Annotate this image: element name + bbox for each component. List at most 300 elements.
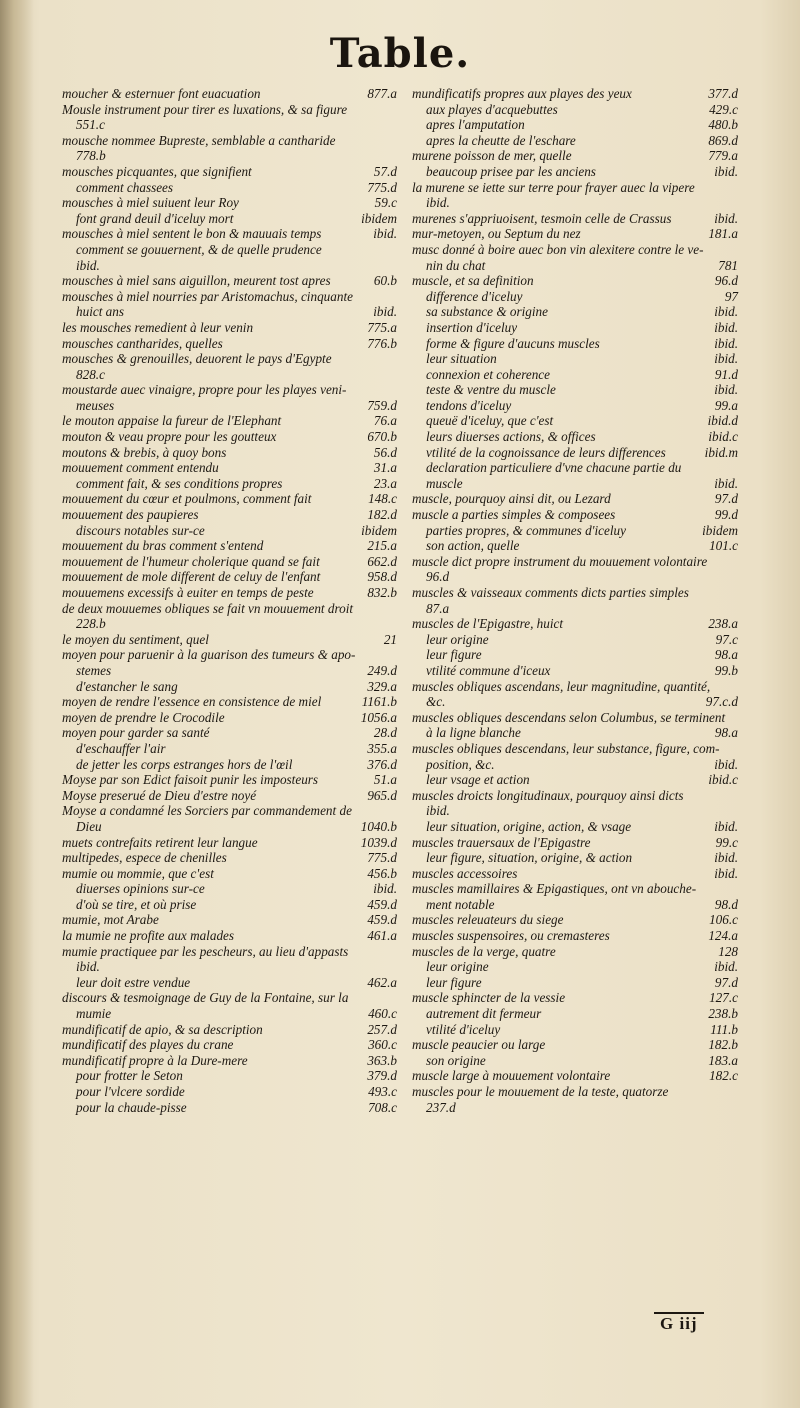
entry-page-ref: 869.d <box>708 132 738 148</box>
entry-page-ref: 97.c <box>715 631 738 647</box>
entry-page-ref: 148.c <box>368 491 397 507</box>
entry-text: mundificatif de apio, & sa description <box>62 1021 263 1037</box>
entry-text: moyen de rendre l'essence en consistence de miel <box>62 694 322 710</box>
entry-text: le moyen du sentiment, quel <box>62 631 209 647</box>
index-entry <box>62 616 397 632</box>
entry-text: Moyse par son Edict faisoit punir les imposteurs <box>62 772 319 788</box>
index-entry <box>62 585 397 601</box>
index-column-left <box>62 86 397 1115</box>
entry-page-ref: 781 <box>718 257 738 273</box>
entry-page-ref: ibid. <box>714 335 738 351</box>
index-entry <box>412 1037 738 1053</box>
entry-page-ref: 182.d <box>367 507 397 523</box>
index-entry <box>62 1037 397 1053</box>
entry-text: comment fait, & ses conditions propres <box>76 475 283 491</box>
index-entry <box>412 725 738 741</box>
entry-text: forme & figure d'aucuns muscles <box>426 335 600 351</box>
entry-page-ref: 459.d <box>367 912 397 928</box>
entry-text: musc donné à boire auec bon vin alexitere contre le ve- <box>412 241 704 257</box>
index-entry <box>62 803 397 819</box>
index-entry <box>62 928 397 944</box>
entry-text: leur situation <box>426 351 497 367</box>
index-entry <box>62 1100 397 1116</box>
index-entry <box>412 975 738 991</box>
entry-text: leur doit estre vendue <box>76 974 191 990</box>
entry-page-ref: ibid. <box>714 351 738 367</box>
index-entry <box>62 320 397 336</box>
index-entry <box>62 133 397 149</box>
entry-page-ref: 360.c <box>368 1037 397 1053</box>
entry-page-ref: 128 <box>718 943 738 959</box>
index-entry <box>412 1100 738 1116</box>
index-entry <box>62 866 397 882</box>
entry-page-ref: ibid. <box>714 210 738 226</box>
entry-text: discours & tesmoignage de Guy de la Fontaine, sur la <box>62 990 349 1006</box>
entry-page-ref: 21 <box>383 631 397 647</box>
entry-page-ref: 708.c <box>368 1099 397 1115</box>
index-entry <box>412 710 738 726</box>
entry-text: muscles de la verge, quatre <box>412 943 556 959</box>
index-entry <box>62 242 397 258</box>
entry-text: meuses <box>76 397 115 413</box>
index-entry <box>412 367 738 383</box>
entry-page-ref: ibid. <box>714 756 738 772</box>
index-entry <box>412 1053 738 1069</box>
entry-text: mousches à miel suiuent leur Roy <box>62 195 239 211</box>
index-entry <box>62 944 397 960</box>
entry-text: mouuement des paupieres <box>62 507 199 523</box>
index-entry <box>62 86 397 102</box>
index-entry <box>412 491 738 507</box>
entry-page-ref: 99.d <box>714 507 738 523</box>
entry-text: mousche nommee Bupreste, semblable a cantharide <box>62 132 336 148</box>
entry-text: mouuement comment entendu <box>62 460 219 476</box>
entry-page-ref: 1056.a <box>360 709 397 725</box>
entry-text: tendons d'iceluy <box>426 397 512 413</box>
entry-text: difference d'iceluy <box>426 288 523 304</box>
index-entry <box>62 1053 397 1069</box>
entry-text: muscle <box>426 475 463 491</box>
index-entry <box>412 382 738 398</box>
entry-text: 551.c <box>76 117 105 133</box>
index-entry <box>62 476 397 492</box>
index-entry <box>62 460 397 476</box>
index-entry <box>412 351 738 367</box>
index-entry <box>62 195 397 211</box>
entry-page-ref: 775.a <box>367 319 397 335</box>
entry-text: muscles suspensoires, ou cremasteres <box>412 928 610 944</box>
entry-text: moustarde auec vinaigre, propre pour les playes veni- <box>62 382 347 398</box>
index-entry <box>412 242 738 258</box>
entry-text: muscle a parties simples & composees <box>412 507 616 523</box>
index-entry <box>412 741 738 757</box>
entry-page-ref: ibid.m <box>704 444 738 460</box>
index-entry <box>412 86 738 102</box>
index-entry <box>412 133 738 149</box>
index-entry <box>412 835 738 851</box>
entry-text: comment chassees <box>76 179 174 195</box>
index-entry <box>62 1022 397 1038</box>
entry-page-ref: 215.a <box>367 538 397 554</box>
entry-page-ref: 28.d <box>373 725 397 741</box>
index-entry <box>412 928 738 944</box>
entry-page-ref: ibid. <box>714 959 738 975</box>
entry-text: ibid. <box>426 195 450 211</box>
entry-text: muscle, et sa definition <box>412 273 534 289</box>
entry-text: muscles obliques ascendans, leur magnitudine, quantité, <box>412 678 711 694</box>
index-entry <box>412 289 738 305</box>
entry-page-ref: 662.d <box>367 553 397 569</box>
entry-page-ref: 23.a <box>373 475 397 491</box>
entry-page-ref: 379.d <box>367 1068 397 1084</box>
entry-page-ref: 98.a <box>714 725 738 741</box>
entry-page-ref: ibid.c <box>708 772 738 788</box>
index-entry <box>412 320 738 336</box>
entry-text: mouton & veau propre pour les goutteux <box>62 429 277 445</box>
entry-page-ref: ibid. <box>714 850 738 866</box>
index-entry <box>62 148 397 164</box>
entry-text: 778.b <box>76 148 106 164</box>
entry-text: muscles trauersaux de l'Epigastre <box>412 834 591 850</box>
entry-text: mumie <box>76 1006 112 1022</box>
index-column-right <box>412 86 738 1115</box>
entry-page-ref: 99.c <box>715 834 738 850</box>
entry-page-ref: 759.d <box>367 397 397 413</box>
entry-text: muscle, pourquoy ainsi dit, ou Lezard <box>412 491 611 507</box>
entry-page-ref: ibid. <box>714 475 738 491</box>
index-entry <box>62 663 397 679</box>
entry-page-ref: 257.d <box>367 1021 397 1037</box>
entry-page-ref: 76.a <box>373 413 397 429</box>
entry-page-ref: 56.d <box>373 444 397 460</box>
entry-page-ref: 249.d <box>367 662 397 678</box>
index-entry <box>62 1084 397 1100</box>
entry-page-ref: ibid. <box>373 304 397 320</box>
index-entry <box>412 663 738 679</box>
index-entry <box>412 180 738 196</box>
entry-text: 96.d <box>426 569 450 585</box>
entry-text: teste & ventre du muscle <box>426 382 556 398</box>
entry-page-ref: 60.b <box>373 273 397 289</box>
signature-mark: G iij <box>654 1312 704 1334</box>
index-entry <box>62 757 397 773</box>
index-entry <box>412 195 738 211</box>
entry-text: 228.b <box>76 616 106 632</box>
index-entry <box>62 835 397 851</box>
entry-page-ref: ibid. <box>714 319 738 335</box>
entry-page-ref: 99.b <box>714 662 738 678</box>
entry-page-ref: 106.c <box>709 912 738 928</box>
entry-text: 828.c <box>76 366 105 382</box>
entry-text: muscles obliques descendans selon Columbus, se terminent <box>412 709 726 725</box>
entry-text: queuë d'iceluy, que c'est <box>426 413 554 429</box>
entry-text: mundificatif des playes du crane <box>62 1037 234 1053</box>
entry-page-ref: 238.b <box>708 1006 738 1022</box>
entry-page-ref: 377.d <box>708 86 738 101</box>
index-entry <box>62 601 397 617</box>
index-entry <box>412 601 738 617</box>
entry-page-ref: ibid.c <box>708 429 738 445</box>
index-entry <box>412 226 738 242</box>
index-entry <box>62 351 397 367</box>
index-entry <box>412 117 738 133</box>
index-entry <box>62 1068 397 1084</box>
entry-page-ref: ibid. <box>714 163 738 179</box>
entry-page-ref: 462.a <box>367 974 397 990</box>
entry-text: multipedes, espece de chenilles <box>62 850 227 866</box>
entry-text: mouuement de mole different de celuy de l'enfant <box>62 569 321 585</box>
entry-page-ref: 670.b <box>367 429 397 445</box>
entry-text: son origine <box>426 1052 486 1068</box>
index-entry <box>412 1068 738 1084</box>
entry-page-ref: 111.b <box>710 1021 738 1037</box>
index-entry <box>412 788 738 804</box>
index-entry <box>62 258 397 274</box>
index-entry <box>412 694 738 710</box>
index-entry <box>62 881 397 897</box>
index-entry <box>412 819 738 835</box>
entry-text: moucher & esternuer font euacuation <box>62 86 261 101</box>
index-entry <box>412 1084 738 1100</box>
entry-page-ref: 877.a <box>367 86 397 101</box>
entry-text: muscle peaucier ou large <box>412 1037 546 1053</box>
entry-text: de deux mouuemes obliques se fait vn mouuement droit <box>62 600 354 616</box>
index-entry <box>62 398 397 414</box>
entry-text: Moyse a condamné les Sorciers par commandement de <box>62 803 352 819</box>
index-entry <box>412 304 738 320</box>
entry-page-ref: ibid. <box>714 382 738 398</box>
entry-text: declaration particuliere d'vne chacune partie du <box>426 460 682 476</box>
page-title: Table. <box>329 30 471 77</box>
index-entry <box>412 585 738 601</box>
entry-text: leur figure, situation, origine, & action <box>426 850 633 866</box>
entry-text: mur-metoyen, ou Septum du nez <box>412 226 581 242</box>
index-entry <box>412 148 738 164</box>
entry-page-ref: 355.a <box>367 740 397 756</box>
entry-page-ref: 97.d <box>714 974 738 990</box>
index-entry <box>412 990 738 1006</box>
entry-text: mouuement de l'humeur cholerique quand se fait <box>62 553 320 569</box>
entry-text: vtilité de la cognoissance de leurs differences <box>426 444 666 460</box>
entry-page-ref: 101.c <box>709 538 738 554</box>
index-entry <box>62 429 397 445</box>
entry-text: mundificatif propre à la Dure-mere <box>62 1052 248 1068</box>
entry-text: leur figure <box>426 647 482 663</box>
entry-page-ref: 461.a <box>367 928 397 944</box>
index-entry <box>412 647 738 663</box>
entry-text: font grand deuil d'iceluy mort <box>76 210 234 226</box>
entry-text: mousches à miel sans aiguillon, meurent tost apres <box>62 273 331 289</box>
entry-page-ref: 480.b <box>708 117 738 133</box>
index-entry <box>412 507 738 523</box>
entry-text: autrement dit fermeur <box>426 1006 542 1022</box>
entry-page-ref: ibidem <box>361 210 397 226</box>
entry-text: muets contrefaits retirent leur langue <box>62 834 258 850</box>
index-entry <box>62 647 397 663</box>
entry-text: murene poisson de mer, quelle <box>412 148 572 164</box>
entry-page-ref: 776.b <box>367 335 397 351</box>
index-entry <box>412 1006 738 1022</box>
index-entry <box>62 897 397 913</box>
index-entry <box>412 959 738 975</box>
entry-text: discours notables sur-ce <box>76 522 205 538</box>
entry-page-ref: 51.a <box>373 772 397 788</box>
entry-text: d'eschauffer l'air <box>76 740 166 756</box>
entry-page-ref: 965.d <box>367 787 397 803</box>
index-entry <box>62 304 397 320</box>
entry-page-ref: ibid. <box>714 818 738 834</box>
index-entry <box>62 507 397 523</box>
entry-text: insertion d'iceluy <box>426 319 518 335</box>
entry-text: leur situation, origine, action, & vsage <box>426 818 632 834</box>
index-entry <box>412 429 738 445</box>
index-entry <box>62 554 397 570</box>
entry-page-ref: 97.c.d <box>705 694 738 710</box>
entry-page-ref: 181.a <box>708 226 738 242</box>
entry-text: muscles pour le mouuement de la teste, quatorze <box>412 1084 669 1099</box>
entry-page-ref: ibid. <box>373 881 397 897</box>
entry-text: le mouton appaise la fureur de l'Elephant <box>62 413 282 429</box>
entry-text: diuerses opinions sur-ce <box>76 881 205 897</box>
entry-text: pour l'vlcere sordide <box>76 1084 185 1099</box>
entry-page-ref: 127.c <box>709 990 738 1006</box>
entry-text: moyen de prendre le Crocodile <box>62 709 225 725</box>
entry-page-ref: ibid. <box>373 226 397 242</box>
index-entry <box>62 975 397 991</box>
entry-page-ref: 329.a <box>367 678 397 694</box>
index-entry <box>412 164 738 180</box>
entry-page-ref: 91.d <box>714 366 738 382</box>
entry-text: mumie, mot Arabe <box>62 912 159 928</box>
entry-text: leur vsage et action <box>426 772 530 788</box>
index-entry <box>62 289 397 305</box>
entry-page-ref: 459.d <box>367 896 397 912</box>
entry-text: leur figure <box>426 974 482 990</box>
entry-text: aux playes d'acquebuttes <box>426 101 558 117</box>
entry-text: muscles obliques descendans, leur substance, figure, com- <box>412 740 720 756</box>
entry-text: Mousle instrument pour tirer es luxations, & sa figure <box>62 101 348 117</box>
entry-text: muscle large à mouuement volontaire <box>412 1068 611 1084</box>
entry-text: connexion et coherence <box>426 366 550 382</box>
entry-page-ref: 238.a <box>708 616 738 632</box>
entry-page-ref: ibidem <box>702 522 738 538</box>
entry-page-ref: 363.b <box>367 1052 397 1068</box>
index-entry <box>62 180 397 196</box>
index-entry <box>412 850 738 866</box>
entry-page-ref: 96.d <box>714 273 738 289</box>
entry-text: d'estancher le sang <box>76 678 178 694</box>
entry-text: comment se gouuernent, & de quelle prudence <box>76 241 322 257</box>
entry-text: Dieu <box>76 818 102 834</box>
entry-text: leur origine <box>426 959 489 975</box>
index-entry <box>62 523 397 539</box>
entry-text: parties propres, & communes d'iceluy <box>426 522 626 538</box>
index-entry <box>412 554 738 570</box>
entry-text: muscles droicts longitudinaux, pourquoy ainsi dicts <box>412 787 684 803</box>
entry-text: muscles mamillaires & Epigastiques, ont vn abouche- <box>412 881 697 897</box>
entry-text: vtilité d'iceluy <box>426 1021 501 1037</box>
entry-text: pour frotter le Seton <box>76 1068 183 1084</box>
entry-page-ref: 1040.b <box>360 818 397 834</box>
entry-page-ref: 59.c <box>374 195 397 211</box>
index-entry <box>62 710 397 726</box>
index-entry <box>412 616 738 632</box>
entry-page-ref: 493.c <box>368 1084 397 1099</box>
entry-text: beaucoup prisee par les anciens <box>426 163 596 179</box>
entry-text: leurs diuerses actions, & offices <box>426 429 596 445</box>
index-entry <box>62 226 397 242</box>
entry-text: muscles & vaisseaux comments dicts parties simples <box>412 585 689 600</box>
index-entry <box>62 336 397 352</box>
entry-page-ref: 958.d <box>367 569 397 585</box>
index-entry <box>62 679 397 695</box>
entry-text: muscle dict propre instrument du mouuement volontaire <box>412 553 708 569</box>
index-entry <box>412 538 738 554</box>
index-entry <box>412 944 738 960</box>
entry-text: pour la chaude-pisse <box>76 1099 187 1115</box>
entry-page-ref: 182.b <box>708 1037 738 1053</box>
index-entry <box>62 788 397 804</box>
index-entry <box>412 1022 738 1038</box>
index-entry <box>412 569 738 585</box>
entry-page-ref: 98.a <box>714 647 738 663</box>
index-entry <box>412 476 738 492</box>
entry-text: vtilité commune d'iceux <box>426 662 551 678</box>
entry-text: &c. <box>426 694 446 710</box>
entry-text: muscle sphincter de la vessie <box>412 990 566 1006</box>
entry-text: muscles accessoires <box>412 865 518 881</box>
entry-text: les mousches remedient à leur venin <box>62 319 254 335</box>
entry-text: stemes <box>76 662 112 678</box>
entry-text: mousches & grenouilles, deuorent le pays d'Egypte <box>62 351 332 367</box>
index-entry <box>412 679 738 695</box>
entry-page-ref: 57.d <box>373 163 397 179</box>
entry-text: mouuement du bras comment s'entend <box>62 538 264 554</box>
entry-text: à la ligne blanche <box>426 725 521 741</box>
entry-text: apres la cheutte de l'eschare <box>426 132 576 148</box>
index-entry <box>62 211 397 227</box>
entry-text: moyen pour paruenir à la guarison des tumeurs & apo- <box>62 647 356 663</box>
index-entry <box>62 164 397 180</box>
entry-page-ref: 98.d <box>714 896 738 912</box>
index-entry <box>62 491 397 507</box>
entry-page-ref: ibid.d <box>707 413 738 429</box>
entry-text: mundificatifs propres aux playes des yeux <box>412 86 632 101</box>
index-entry <box>62 850 397 866</box>
entry-text: ment notable <box>426 896 495 912</box>
entry-page-ref: 775.d <box>367 179 397 195</box>
index-entry <box>412 211 738 227</box>
entry-text: sa substance & origine <box>426 304 548 320</box>
entry-page-ref: 124.a <box>708 928 738 944</box>
entry-text: 237.d <box>426 1099 456 1115</box>
entry-page-ref: 97.d <box>714 491 738 507</box>
index-entry <box>62 632 397 648</box>
entry-text: la mumie ne profite aux malades <box>62 928 235 944</box>
entry-page-ref: 31.a <box>373 460 397 476</box>
index-entry <box>62 367 397 383</box>
index-entry <box>62 772 397 788</box>
index-entry <box>412 632 738 648</box>
index-entry <box>412 460 738 476</box>
index-entry <box>62 990 397 1006</box>
entry-page-ref: 456.b <box>367 865 397 881</box>
entry-text: la murene se iette sur terre pour frayer auec la vipere <box>412 179 695 195</box>
entry-text: ibid. <box>76 257 100 273</box>
entry-page-ref: 1039.d <box>360 834 397 850</box>
index-entry <box>62 445 397 461</box>
index-entry <box>412 803 738 819</box>
